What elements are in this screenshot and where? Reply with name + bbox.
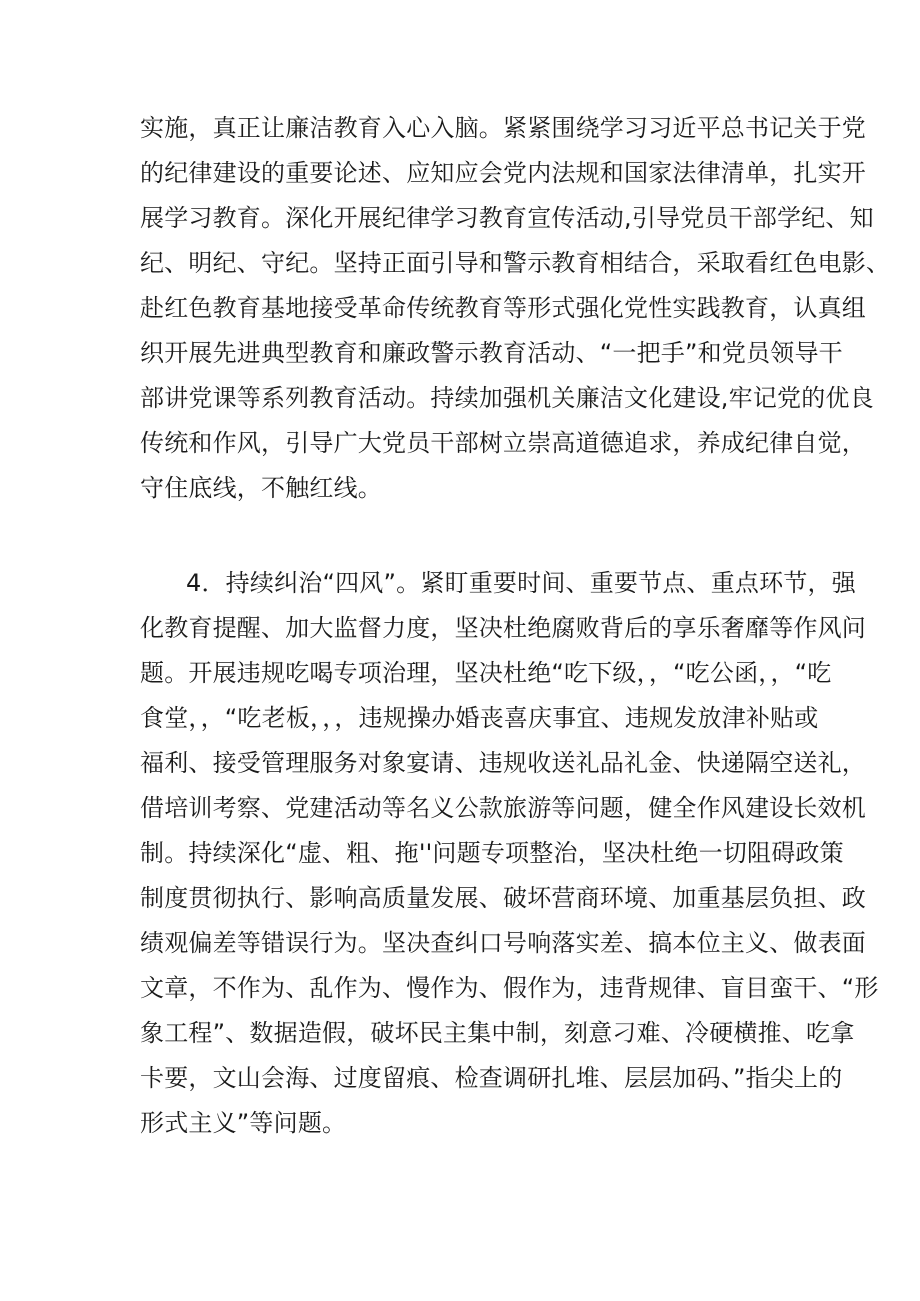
paragraph-line: 文章，不作为、乱作为、慢作为、假作为，违背规律、盲目蛮干、“形	[140, 974, 879, 1002]
paragraph-line: 展学习教育。深化开展纪律学习教育宣传活动,引导党员干部学纪、知	[140, 204, 874, 232]
paragraph-line: 的纪律建设的重要论述、应知应会党内法规和国家法律清单，扎实开	[140, 159, 866, 187]
paragraph-line: 制。持续深化“虚、粗、拖''问题专项整治，坚决杜绝一切阻碍政策	[140, 839, 844, 867]
paragraph-line: 实施，真正让廉洁教育入心入脑。紧紧围绕学习习近平总书记关于党	[140, 114, 866, 142]
paragraph-line: 传统和作风，引导广大党员干部树立崇高道德追求，养成纪律自觉，	[140, 429, 866, 457]
paragraph-line: 守住底线，不触红线。	[140, 474, 382, 502]
paragraph-line: 织开展先进典型教育和廉政警示教育活动、“一把手”和党员领导干	[140, 339, 843, 367]
paragraph-line: 卡要，文山会海、过度留痕、检查调研扎堆、层层加码、”指尖上的	[140, 1064, 843, 1092]
paragraph-line: 制度贯彻执行、影响高质量发展、破坏营商环境、加重基层负担、政	[140, 884, 866, 912]
paragraph-line: 食堂，，“吃老板，，，违规操办婚丧喜庆事宜、违规发放津补贴或	[140, 704, 819, 732]
paragraph-line: 象工程”、数据造假，破坏民主集中制，刻意刁难、冷硬横推、吃拿	[140, 1019, 855, 1047]
paragraph-line: 题。开展违规吃喝专项治理，坚决杜绝“吃下级，，“吃公函，，“吃	[140, 659, 832, 687]
paragraph-line: 部讲党课等系列教育活动。持续加强机关廉洁文化建设,牢记党的优良	[140, 384, 874, 412]
paragraph-line: 绩观偏差等错误行为。坚决查纠口号响落实差、搞本位主义、做表面	[140, 929, 866, 957]
paragraph-line: 纪、明纪、守纪。坚持正面引导和警示教育相结合，采取看红色电影、	[140, 249, 891, 277]
paragraph-line: 福利、接受管理服务对象宴请、违规收送礼品礼金、快递隔空送礼，	[140, 749, 866, 777]
paragraph-line: 借培训考察、党建活动等名义公款旅游等问题，健全作风建设长效机	[140, 794, 866, 822]
paragraph-line: 赴红色教育基地接受革命传统教育等形式强化党性实践教育，认真组	[140, 294, 866, 322]
paragraph-line: 化教育提醒、加大监督力度，坚决杜绝腐败背后的享乐奢靡等作风问	[140, 614, 866, 642]
paragraph-line: 形式主义”等问题。	[140, 1109, 347, 1137]
section-heading-line: 4．持续纠治“四风”。紧盯重要时间、重要节点、重点环节，强	[186, 569, 856, 597]
